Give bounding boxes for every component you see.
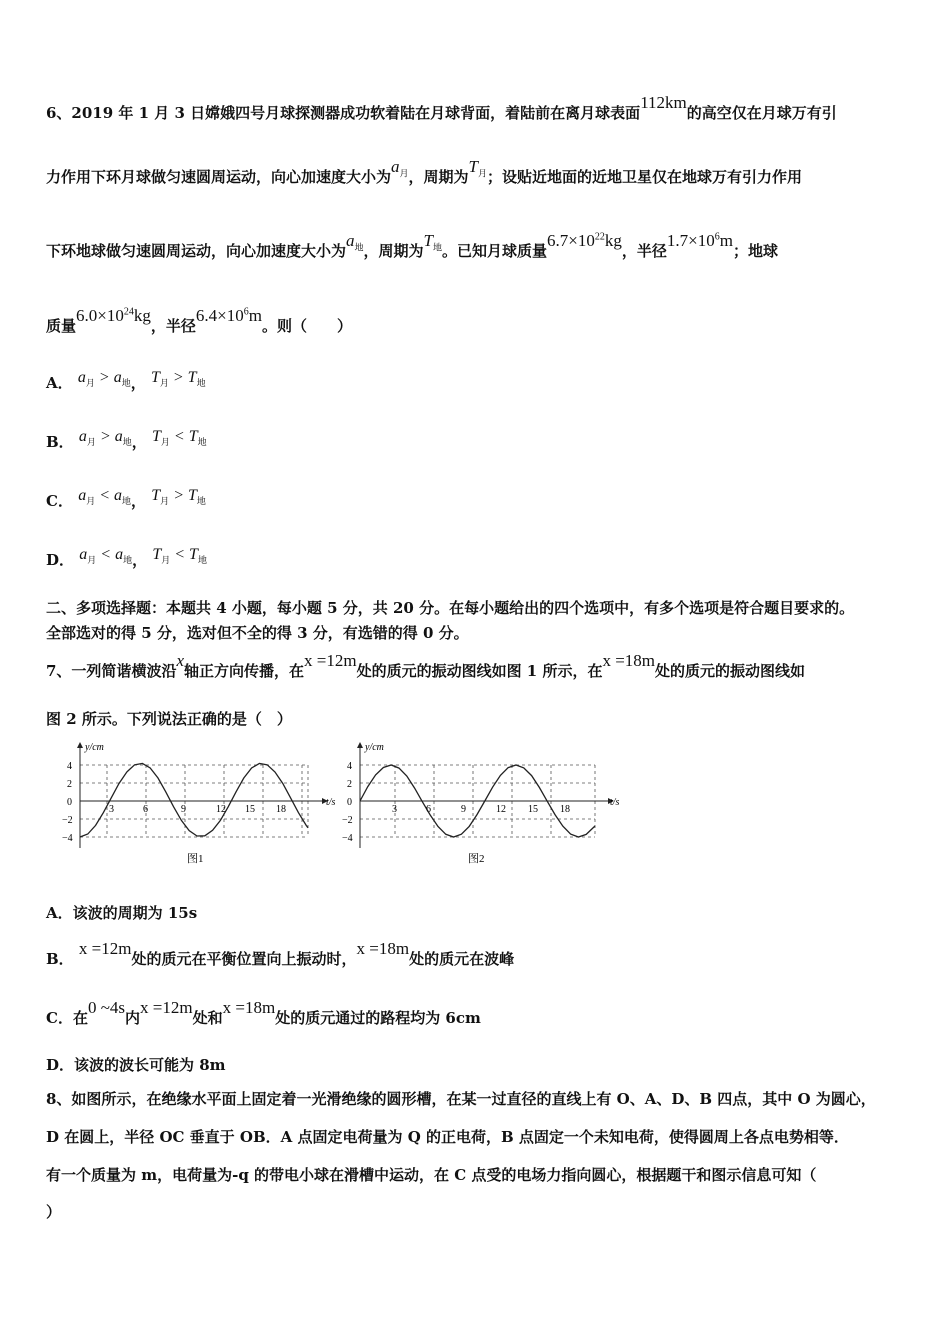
- y-tick-2: 0: [347, 797, 352, 808]
- waveform-1: [80, 763, 308, 837]
- q6-option-d[interactable]: D． $a_月 < a_地$， $T_月 < T_地$: [46, 546, 207, 569]
- t-axis-label-1: t/s: [326, 797, 336, 808]
- vibration-figure-2: [340, 738, 630, 868]
- t-tick-2: 3: [392, 804, 397, 815]
- q6-line-1: 6、2019 年 1 月 3 日嫦娥四号月球探测器成功软着陆在月球背面，着陆前在离月球表面112km的高空仅在月球万有引: [46, 93, 837, 122]
- y-tick-2: 2: [347, 779, 352, 790]
- q8-line-2: D 在圆上，半径 OC 垂直于 OB．A 点固定电荷量为 Q 的正电荷，B 点固定一个未知电荷，使得圆周上各点电势相等．: [46, 1128, 849, 1146]
- axes-1: [80, 746, 322, 848]
- q6-line-2: 力作用下环月球做匀速圆周运动，向心加速度大小为$a_月$，周期为$T_月$；设贴近地面的近地卫星仅在地球万有引力作用: [46, 157, 803, 186]
- y-tick-1: 4: [67, 761, 72, 772]
- section-2-heading: 二、多项选择题：本题共 4 小题，每小题 5 分，共 20 分。在每小题给出的四个选项中，有多个选项是符合题目要求的。: [46, 599, 855, 617]
- t-tick-1: 15: [245, 804, 255, 815]
- t-tick-2: 12: [496, 804, 506, 815]
- y-axis-arrow-2: [357, 742, 363, 748]
- t-tick-1: 3: [109, 804, 114, 815]
- y-axis-arrow-1: [77, 742, 83, 748]
- y-tick-1: 0: [67, 797, 72, 808]
- axes-2: [360, 746, 608, 848]
- height-value: 112km: [640, 93, 687, 112]
- y-tick-1: −4: [62, 833, 73, 844]
- q8-line-4: ）: [46, 1203, 62, 1221]
- t-tick-2: 18: [560, 804, 570, 815]
- t-tick-2: 6: [426, 804, 431, 815]
- y-tick-2: −2: [342, 815, 353, 826]
- q6-line-4: 质量$6.0\times 10^{24}kg$，半径$6.4\times 10^6m$。则（ ）: [46, 306, 352, 335]
- t-tick-2: 9: [461, 804, 466, 815]
- t-tick-1: 6: [143, 804, 148, 815]
- q6-option-a[interactable]: A． $a_月 > a_地$， $T_月 > T_地$: [46, 369, 206, 392]
- q8-line-1: 8、如图所示，在绝缘水平面上固定着一光滑绝缘的圆形槽，在某一过直径的直线上有 O、A、D、B 四点，其中 O 为圆心，: [46, 1090, 876, 1108]
- q6-option-c[interactable]: C． $a_月 < a_地$， $T_月 > T_地$: [46, 487, 206, 510]
- y-axis-label-2: y/cm: [365, 742, 384, 753]
- t-tick-2: 15: [528, 804, 538, 815]
- y-tick-1: 2: [67, 779, 72, 790]
- t-axis-label-2: t/s: [610, 797, 620, 808]
- q6-option-b[interactable]: B． $a_月 > a_地$， $T_月 < T_地$: [46, 428, 207, 451]
- earth-radius: $6.4\times 10^6m$: [195, 306, 262, 325]
- y-axis-label-1: y/cm: [85, 742, 104, 753]
- y-tick-1: −2: [62, 815, 73, 826]
- moon-radius: $1.7\times 10^6m$: [666, 231, 733, 250]
- q7-option-d[interactable]: D．该波的波长可能为 8m: [46, 1056, 226, 1074]
- section-2-scoring: 全部选对的得 5 分，选对但不全的得 3 分，有选错的得 0 分。: [46, 624, 469, 642]
- moon-mass: $6.7\times 10^{22}kg$: [547, 231, 622, 250]
- vibration-figure-1: [60, 738, 350, 868]
- y-tick-2: −4: [342, 833, 353, 844]
- earth-mass: $6.0\times 10^{24}kg$: [76, 306, 151, 325]
- q7-option-c[interactable]: C．在0 ~4s内x =12m处和x =18m处的质元通过的路程均为 6cm: [46, 998, 481, 1027]
- q7-option-a[interactable]: A．该波的周期为 15s: [46, 904, 198, 922]
- y-tick-2: 4: [347, 761, 352, 772]
- q8-line-3: 有一个质量为 m，电荷量为-q 的带电小球在滑槽中运动，在 C 点受的电场力指向圆心，根据题干和图示信息可知（: [46, 1166, 817, 1184]
- q7-option-b[interactable]: B． x =12m处的质元在平衡位置向上振动时，x =18m处的质元在波峰: [46, 939, 515, 968]
- q6-line-3: 下环地球做匀速圆周运动，向心加速度大小为$a_地$，周期为$T_地$。已知月球质量$6.7\times 10^{22}kg$，半径$1.7\times 10^6m$；地球: [46, 231, 778, 260]
- figure-1-caption: 图1: [187, 853, 204, 865]
- t-tick-1: 18: [276, 804, 286, 815]
- t-tick-1: 9: [181, 804, 186, 815]
- q7-line-1: 7、一列简谐横波沿x轴正方向传播，在x =12m处的质元的振动图线如图 1 所示，在x =18m处的质元的振动图线如: [46, 651, 806, 680]
- q7-line-2: 图 2 所示。下列说法正确的是（ ）: [46, 710, 292, 728]
- figure-2-caption: 图2: [468, 853, 485, 865]
- t-tick-1: 12: [216, 804, 226, 815]
